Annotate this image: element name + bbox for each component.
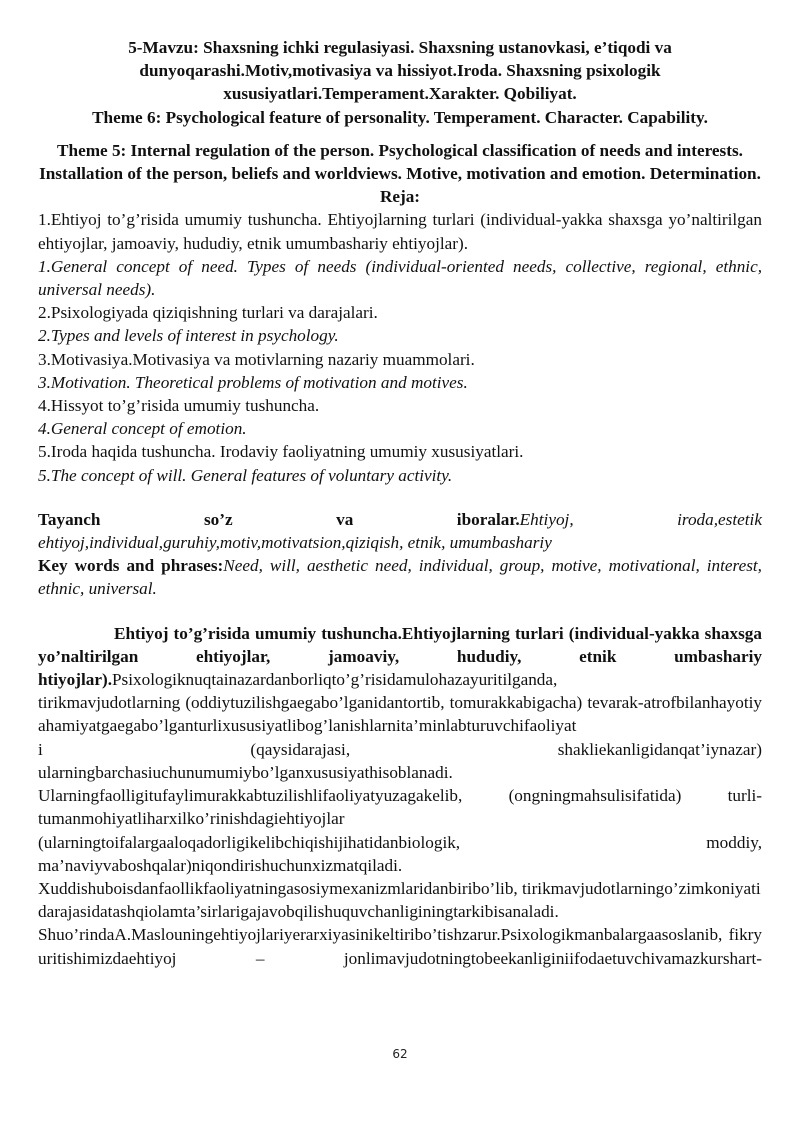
body-paragraph-2: Ularningfaolligitufaylimurakkabtuzilishlifaoliyatyuzagakelib, (ongningmahsulisifatida) turli-tumanmohiyatliharxilko’rinishdagiehtiyojlar xyxy=(38,786,762,829)
plan-item-5-uz: 5.Iroda haqida tushuncha. Irodaviy faoliyatning umumiy xususiyatlari. xyxy=(38,442,524,462)
plan-item-1-en: 1.General concept of need. Types of needs (individual-oriented needs, collective, regional, ethnic, universal needs). xyxy=(38,256,762,300)
keywords-uz-word-4: iboralar. xyxy=(456,509,520,529)
plan-item-4-uz: 4.Hissyot to’g’risida umumiy tushuncha. xyxy=(38,396,320,416)
plan-item-5-en: 5.The concept of will. General features of voluntary activity. xyxy=(38,465,453,485)
document-page xyxy=(38,36,762,970)
keywords-block xyxy=(38,508,762,601)
plan-item-2-en: 2.Types and levels of interest in psychology. xyxy=(38,326,339,346)
plan-list xyxy=(38,208,762,486)
body-section xyxy=(38,622,762,970)
body-paragraph-2-end: ma’naviyvaboshqalar)niqondirishuchunxizmatqiladi. xyxy=(38,855,403,875)
body-spread-word-5: moddiy, xyxy=(706,832,762,852)
keywords-uz-line-2: ehtiyoj,individual,guruhiy,motiv,motivatsion,qiziqish, etnik, umumbashariy xyxy=(38,533,552,553)
keywords-en-label: Key words and phrases: xyxy=(38,556,224,576)
body-spread-word-1: i xyxy=(38,739,43,759)
title-theme-5: Theme 5: Internal regulation of the person. Psychological classification of needs and interests. Installation of the person, beliefs and worldviews. Motive, motivation and emotion. Determination. xyxy=(39,140,761,184)
title-uzbek: 5-Mavzu: Shaxsning ichki regulasiyasi. Shaxsning ustanovkasi, e’tiqodi va dunyoqarashi.Motiv,motivasiya va hissiyot.Iroda. Shaxsning psixologik xususiyatlari.Temperament.Xarakter. Qobiliyat. xyxy=(128,38,672,104)
body-paragraph-3: Xuddishuboisdanfaollikfaoliyatningasosiymexanizmlaridanbiribo’lib, tirikmavjudotlarningo’zimkoniyatidarajasidatashqiolamta’sirlarigajavobqilishuquvchanliginingtarkibisanaladi. xyxy=(38,878,761,922)
plan-label: Reja: xyxy=(379,187,421,207)
keywords-uz-word-5: Ehtiyoj, xyxy=(519,509,574,529)
plan-item-4-en: 4.General concept of emotion. xyxy=(38,419,247,439)
body-spread-word-3: shakliekanligidanqat’iynazar) xyxy=(557,739,762,759)
body-paragraph-1-middle: tirikmavjudotlarning (oddiytuzilishgaegabo’lganidantortib, tomurakkabigacha) tevarak-atrofbilanhayotiyahamiyatgaegabo’lganturlixususiyatlibog’lanishlarnita’minlabturuvchifaoliyat xyxy=(38,693,762,736)
body-paragraph-1-end: ularningbarchasiuchunumumiybo’lganxususiyathisoblanadi. xyxy=(38,762,453,782)
keywords-uz-word-1: Tayanch xyxy=(38,509,101,529)
plan-item-1-uz: 1.Ehtiyoj to’g’risida umumiy tushuncha. Ehtiyojlarning turlari (individual-yakka shaxsga yo’naltirilgan ehtiyojlar, jamoaviy, hududiy, etnik umumbashariy ehtiyojlar). xyxy=(38,210,762,253)
page-number: 62 xyxy=(392,1047,408,1061)
title-theme-6: Theme 6: Psychological feature of personality. Temperament. Character. Capability. xyxy=(92,107,708,127)
body-paragraph-1-start: Psixologiknuqtainazardanborliqto’g’risidamulohazayuritilganda, xyxy=(112,670,558,690)
plan-item-3-uz: 3.Motivasiya.Motivasiya va motivlarning nazariy muammolari. xyxy=(38,349,475,369)
plan-item-2-uz: 2.Psixologiyada qiziqishning turlari va darajalari. xyxy=(38,303,378,323)
body-spread-word-2: (qaysidarajasi, xyxy=(250,739,351,759)
body-paragraph-1-spread-line xyxy=(38,738,762,761)
keywords-uz-word-6: iroda,estetik xyxy=(677,509,762,529)
keywords-uz-word-2: so’z xyxy=(203,509,233,529)
keywords-en-text: Need, will, aesthetic need, individual, group, motive, motivational, interest, ethnic, universal. xyxy=(38,556,762,599)
body-spread-word-4: (ularningtoifalargaaloqadorligikelibchiqishijihatidanbiologik, xyxy=(38,832,461,852)
section-heading: Ehtiyoj to’g’risida umumiy tushuncha.Ehtiyojlarning turlari (individual-yakka shaxsga yo’naltirilgan ehtiyojlar, jamoaviy, hududiy, etnik umbashariy htiyojlar). xyxy=(38,623,762,690)
body-paragraph-4: Shuo’rindaA.Maslouningehtiyojlariyerarxiyasinikeltiribo’tishzarur.Psixologikmanbalargaasoslanib, fikryuritishimizdaehtiyoj – jonlimavjudotningtobeekanliginiifodaetuvchivamazkurshart- xyxy=(38,925,762,968)
keywords-uz-word-3: va xyxy=(336,509,354,529)
body-paragraph-2-spread-line xyxy=(38,831,762,854)
plan-item-3-en: 3.Motivation. Theoretical problems of motivation and motives. xyxy=(38,372,468,392)
keywords-uz-line-1 xyxy=(38,508,762,531)
